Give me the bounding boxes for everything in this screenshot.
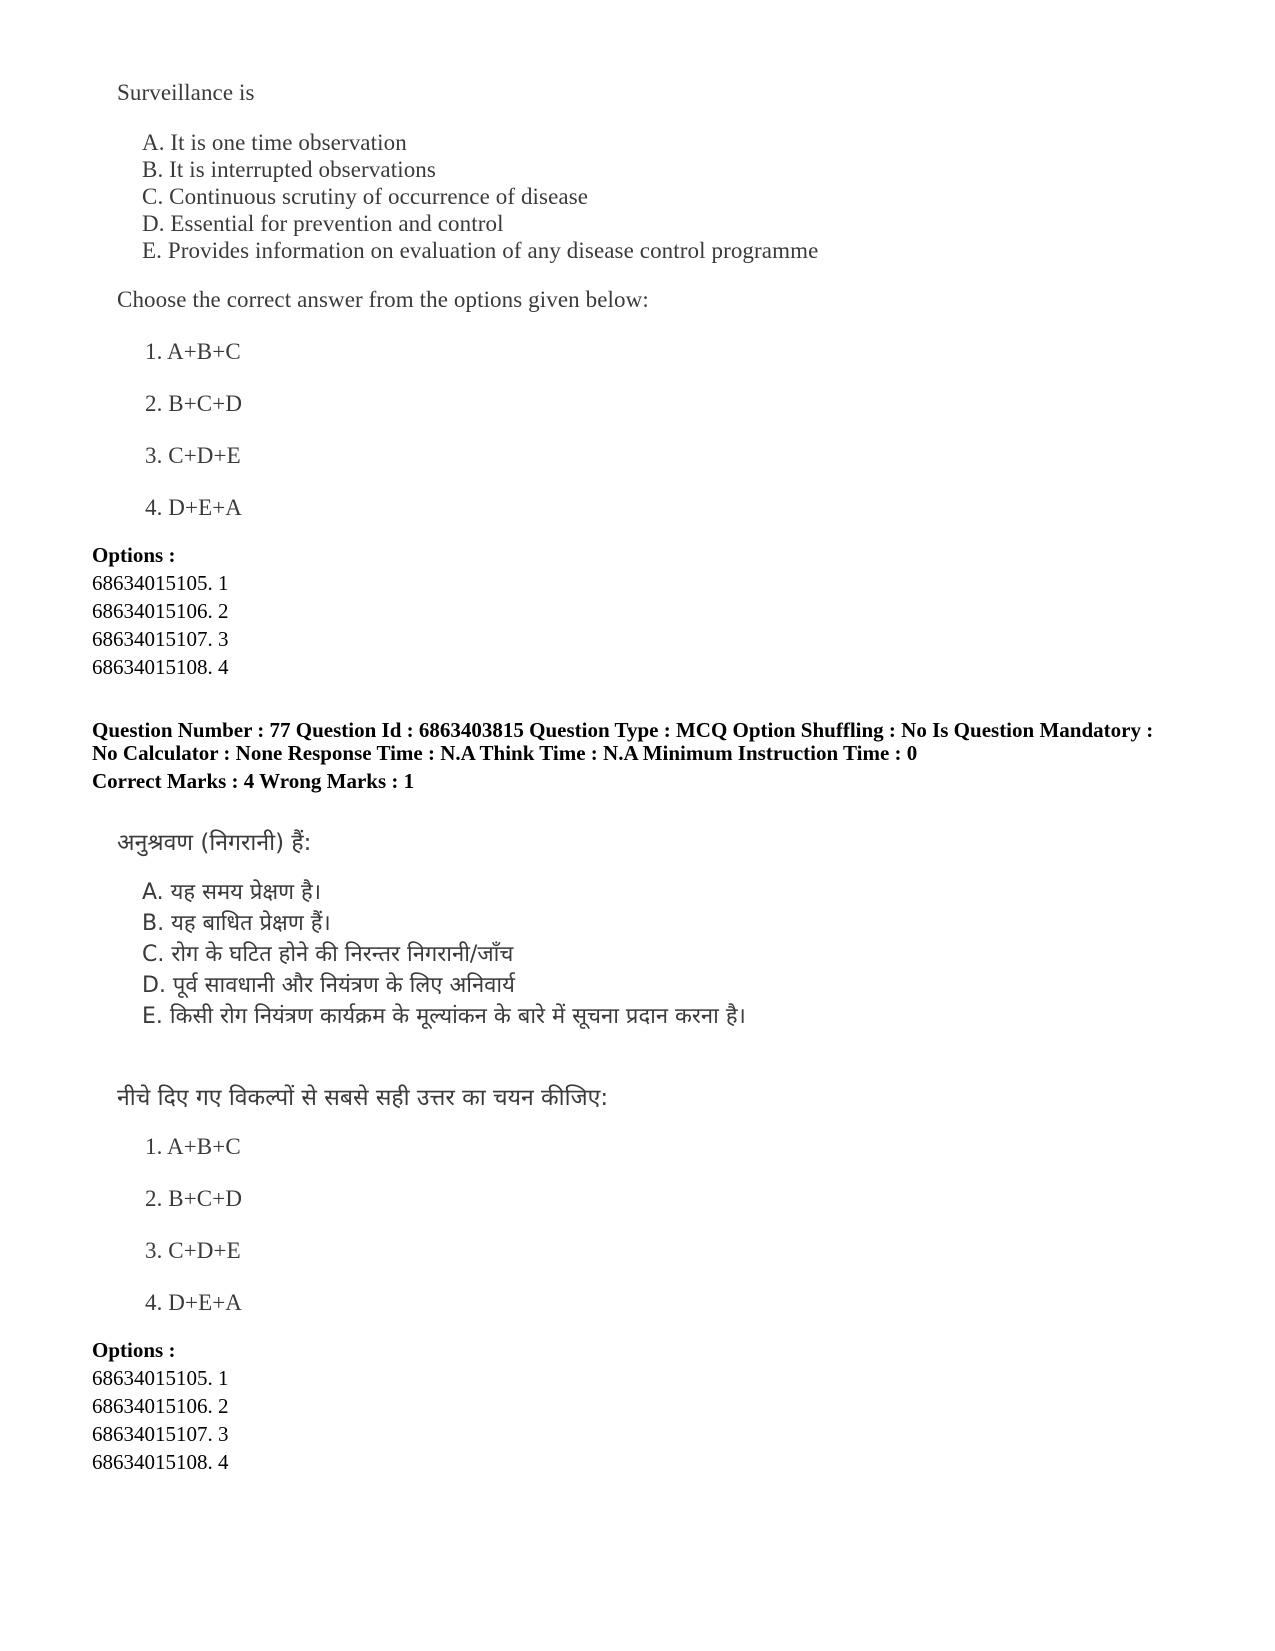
q77-statement-b: B. यह बाधित प्रेक्षण हैं। <box>142 911 331 936</box>
q77-option-1: 68634015105. 1 <box>92 1366 229 1390</box>
q76-statement-a: A. It is one time observation <box>142 130 407 155</box>
q77-choice-3: 3. C+D+E <box>145 1238 241 1263</box>
q76-option-3: 68634015107. 3 <box>92 627 229 651</box>
q76-statement-c: C. Continuous scrutiny of occurrence of disease <box>142 184 589 209</box>
q77-meta-line-1: Question Number : 77 Question Id : 6863403815 Question Type : MCQ Option Shuffling : No Is Question Mandatory : <box>92 718 1154 742</box>
q77-choice-1: 1. A+B+C <box>145 1134 241 1159</box>
q77-marks: Correct Marks : 4 Wrong Marks : 1 <box>92 769 415 793</box>
q77-choice-4: 4. D+E+A <box>145 1290 243 1315</box>
q76-option-1: 68634015105. 1 <box>92 571 229 595</box>
q76-choice-1: 1. A+B+C <box>145 339 241 364</box>
q76-statement-b: B. It is interrupted observations <box>142 157 436 182</box>
q76-stem: Surveillance is <box>117 80 255 105</box>
q77-meta-line-2: No Calculator : None Response Time : N.A Think Time : N.A Minimum Instruction Time : 0 <box>92 741 918 765</box>
q77-statement-e: E. किसी रोग नियंत्रण कार्यक्रम के मूल्यांकन के बारे में सूचना प्रदान करना है। <box>142 1004 746 1029</box>
q76-choice-4: 4. D+E+A <box>145 495 243 520</box>
q77-instruction: नीचे दिए गए विकल्पों से सबसे सही उत्तर का चयन कीजिए: <box>117 1085 609 1111</box>
q77-statement-c: C. रोग के घटित होने की निरन्तर निगरानी/जाँच <box>142 942 514 967</box>
q76-option-4: 68634015108. 4 <box>92 655 229 679</box>
q77-stem: अनुश्रवण (निगरानी) हैं: <box>117 830 312 856</box>
q77-statement-a: A. यह समय प्रेक्षण है। <box>142 880 322 905</box>
q76-choice-3: 3. C+D+E <box>145 443 241 468</box>
q76-instruction: Choose the correct answer from the options given below: <box>117 287 649 312</box>
q77-choice-2: 2. B+C+D <box>145 1186 243 1211</box>
q76-option-2: 68634015106. 2 <box>92 599 229 623</box>
q76-options-label: Options : <box>92 543 176 567</box>
q77-options-label: Options : <box>92 1338 176 1362</box>
q77-option-3: 68634015107. 3 <box>92 1422 229 1446</box>
q77-option-4: 68634015108. 4 <box>92 1450 229 1474</box>
q76-choice-2: 2. B+C+D <box>145 391 243 416</box>
q77-option-2: 68634015106. 2 <box>92 1394 229 1418</box>
q76-statement-e: E. Provides information on evaluation of any disease control programme <box>142 238 819 263</box>
q76-statement-d: D. Essential for prevention and control <box>142 211 504 236</box>
q77-statement-d: D. पूर्व सावधानी और नियंत्रण के लिए अनिवार्य <box>142 973 515 998</box>
